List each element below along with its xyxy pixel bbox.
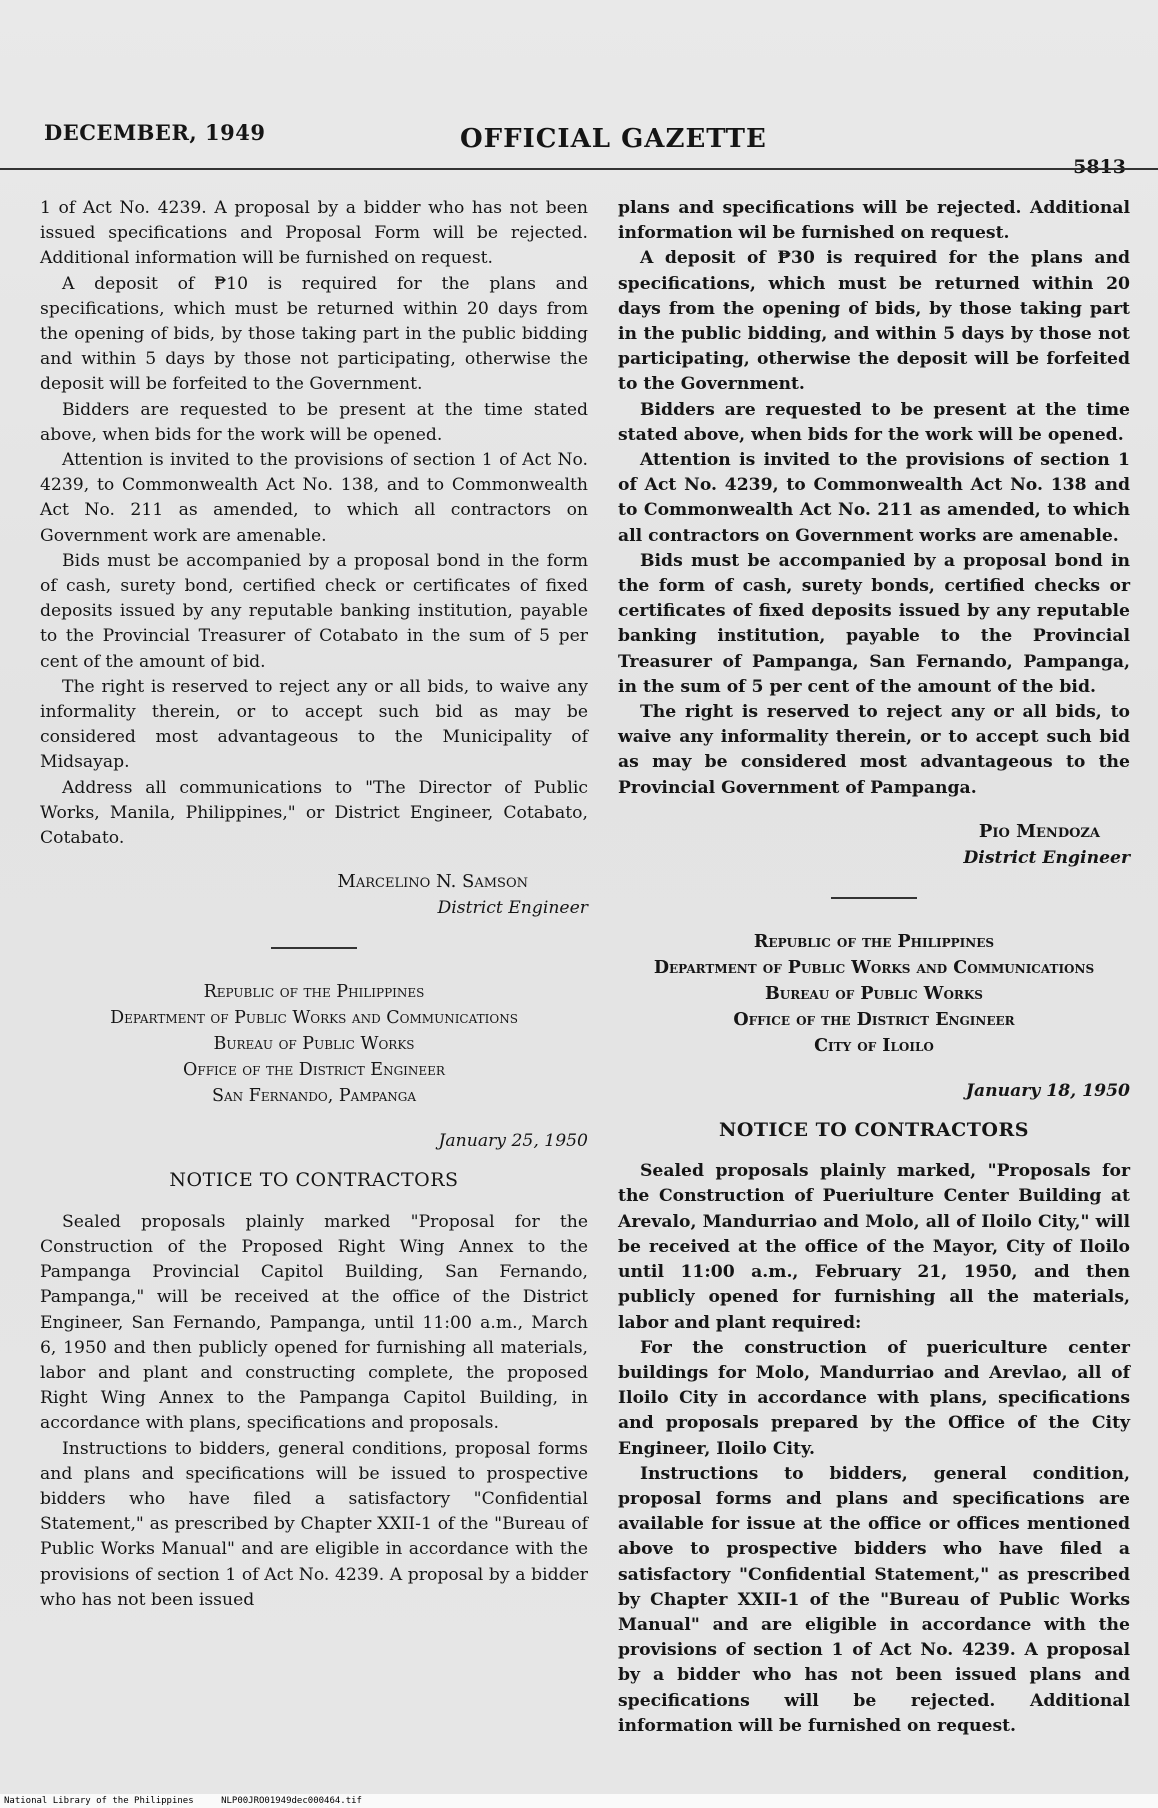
issue-date: DECEMBER, 1949 xyxy=(44,120,266,145)
right-column xyxy=(618,196,1130,1739)
heading-line: Office of the District Engineer xyxy=(733,1009,1015,1030)
paragraph: Sealed proposals plainly marked, "Proposals for the Construction of Pueriulture Center Building at Arevalo, Mandurriao and Molo, all of Iloilo City," will be received at the office of the Mayor, City of Iloilo until 11:00 a.m., February 21, 1950, and then publicly opened for furnishing all the materials, labor and plant required: xyxy=(618,1161,1130,1333)
heading-line: Republic of the Philippines xyxy=(203,982,425,1003)
signatory-title: District Engineer xyxy=(963,847,1130,868)
heading-line: Department of Public Works and Communications xyxy=(110,1008,518,1029)
heading-line: Bureau of Public Works xyxy=(765,983,983,1004)
paragraph: For the construction of puericulture center buildings for Molo, Mandurriao and Arevlao, all of Iloilo City in accordance with plans, specifications and proposals prepared by the Office of the City Engineer, Iloilo City. xyxy=(618,1337,1130,1459)
publication-title: OFFICIAL GAZETTE xyxy=(460,124,767,154)
section-divider xyxy=(831,897,917,899)
heading-line: Republic of the Philippines xyxy=(753,931,995,952)
signatory-name: Marcelino N. Samson xyxy=(337,871,528,893)
paragraph: Instructions to bidders, general condition, proposal forms and plans and specifications are available for issue at the office or offices mentioned above to prospective bidders who have filed a satisfactory "Confidential Statement," as prescribed by Chapter XXII-1 of the "Bureau of Public Works Manual" and are eligible in accordance with the provisions of section 1 of Act No. 4239. A proposal by a bidder who has not been issued plans and specifications will be rejected. Additional information will be furnished on request. xyxy=(618,1463,1130,1736)
signatory-name: Pio Mendoza xyxy=(978,820,1100,842)
signatory-title: District Engineer xyxy=(437,898,588,919)
paragraph: Bids must be accompanied by a proposal bond in the form of cash, surety bond, certified check or certificates of fixed deposits issued by any reputable banking institution, payable to the Provincial Treasurer of Cotabato in the sum of 5 per cent of the amount of bid. xyxy=(40,550,588,672)
heading-line: Office of the District Engineer xyxy=(183,1060,445,1081)
office-heading xyxy=(40,979,588,1109)
paragraph: A deposit of ₱10 is required for the plans and specifications, which must be returned within 20 days from the opening of bids, by those taking part in the public bidding and within 5 days by those not participating, otherwise the deposit will be forfeited to the Government. xyxy=(40,273,588,395)
header-rule xyxy=(0,168,1158,170)
paragraph: Instructions to bidders, general conditions, proposal forms and plans and specifications will be issued to prospective bidders who have filed a satisfactory "Confidential Statement," as prescribed by Chapter XXII-1 of the "Bureau of Public Works Manual" and are eligible in accordance with the provisions of section 1 of Act No. 4239. A proposal by a bidder who has not been issued xyxy=(40,1438,588,1610)
library-label: National Library of the Philippines xyxy=(4,1796,194,1806)
paragraph: A deposit of ₱30 is required for the plans and specifications, which must be returned within 20 days from the opening of bids, by those taking part in the public bidding, and within 5 days by those not participating, otherwise the deposit will be forfeited to the Government. xyxy=(618,248,1130,395)
section-divider xyxy=(271,947,357,949)
paragraph: The right is reserved to reject any or all bids, to waive any informality therein, or to accept such bid as may be considered most advantageous to the Provincial Government of Pampanga. xyxy=(618,702,1130,798)
notice-date: January 18, 1950 xyxy=(965,1080,1130,1101)
scan-footer xyxy=(0,1794,1158,1808)
heading-line: Bureau of Public Works xyxy=(213,1034,415,1055)
notice-title: NOTICE TO CONTRACTORS xyxy=(718,1119,1029,1142)
notice-date: January 25, 1950 xyxy=(438,1131,588,1152)
signature-block xyxy=(618,819,1130,871)
paragraph: Attention is invited to the provisions of section 1 of Act No. 4239, to Commonwealth Act No. 138, and to Commonwealth Act No. 211 as amended, to which all contractors on Government work are amenable. xyxy=(40,450,588,546)
heading-line: Department of Public Works and Communications xyxy=(653,957,1095,978)
heading-line: City of Iloilo xyxy=(814,1035,934,1056)
office-heading xyxy=(618,929,1130,1059)
paragraph: plans and specifications will be rejected. Additional information wil be furnished on request. xyxy=(618,198,1130,244)
paragraph: Address all communications to "The Director of Public Works, Manila, Philippines," or District Engineer, Cotabato, Cotabato. xyxy=(40,777,588,849)
paragraph: Bids must be accompanied by a proposal bond in the form of cash, surety bonds, certified checks or certificates of fixed deposits issued by any reputable banking institution, payable to the Provincial Treasurer of Pampanga, San Fernando, Pampanga, in the sum of 5 per cent of the amount of the bid. xyxy=(618,550,1130,697)
paragraph: Attention is invited to the provisions of section 1 of Act No. 4239, to Commonwealth Act No. 138 and to Commonwealth Act No. 211 as amended, to which all contractors on Government works are amenable. xyxy=(618,450,1130,546)
paragraph: Bidders are requested to be present at the time stated above, when bids for the work will be opened. xyxy=(40,399,588,445)
left-column xyxy=(40,196,588,1613)
file-label: NLP00JRO01949dec000464.tif xyxy=(221,1796,362,1806)
signature-block xyxy=(40,869,588,921)
paragraph: The right is reserved to reject any or all bids, to waive any informality therein, or to accept such bid as may be considered most advantageous to the Municipality of Midsayap. xyxy=(40,676,588,773)
paragraph: 1 of Act No. 4239. A proposal by a bidder who has not been issued specifications and Proposal Form will be rejected. Additional information will be furnished on request. xyxy=(40,198,588,269)
notice-title: NOTICE TO CONTRACTORS xyxy=(169,1169,459,1192)
page-number: 5813 xyxy=(1073,156,1126,178)
paragraph: Bidders are requested to be present at the time stated above, when bids for the work will be opened. xyxy=(618,399,1130,445)
paragraph: Sealed proposals plainly marked "Proposal for the Construction of the Proposed Right Wing Annex to the Pampanga Provincial Capitol Building, San Fernando, Pampanga," will be received at the office of the District Engineer, San Fernando, Pampanga, until 11:00 a.m., March 6, 1950 and then publicly opened for furnishing all materials, labor and plant and constructing complete, the proposed Right Wing Annex to the Pampanga Capitol Building, in accordance with plans, specifications and proposals. xyxy=(40,1211,588,1434)
heading-line: San Fernando, Pampanga xyxy=(211,1086,417,1107)
